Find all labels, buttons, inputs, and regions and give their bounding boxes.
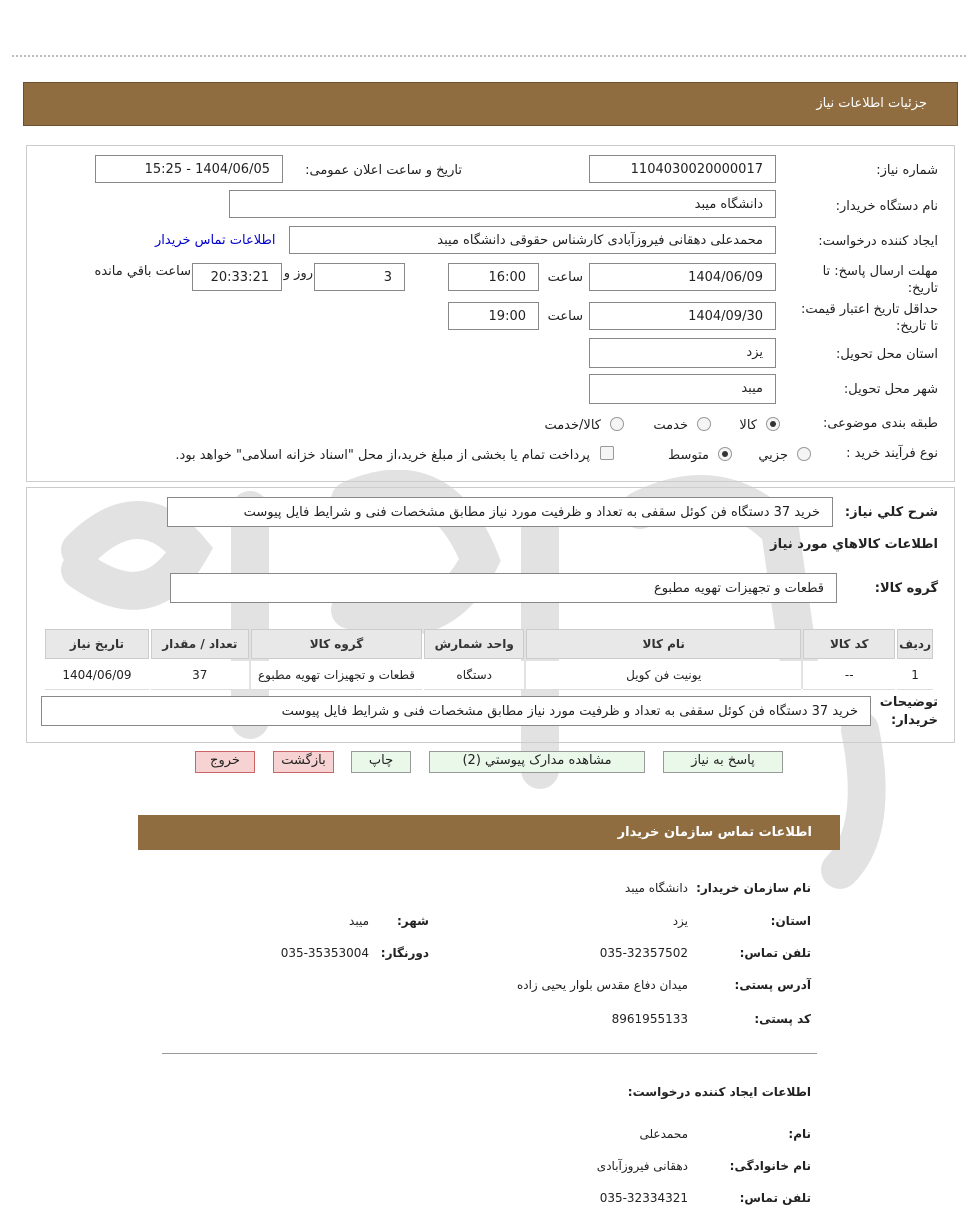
org-label: نام سازمان خریدار: [696, 881, 811, 895]
cell-code: -- [803, 661, 895, 690]
days-field: 3 [314, 263, 405, 291]
process-radio-medium[interactable] [718, 447, 732, 461]
treasury-checkbox[interactable] [600, 446, 614, 460]
cell-row: 1 [897, 661, 933, 690]
phone-label: تلفن تماس: [739, 946, 811, 960]
cell-unit: دستگاه [424, 661, 524, 690]
buyer-contact-link[interactable]: اطلاعات تماس خریدار [155, 233, 276, 248]
validity-label-line2: تا تاریخ: [896, 319, 938, 334]
view-documents-button[interactable]: مشاهده مدارک پیوستي (2) [429, 751, 645, 773]
exit-button[interactable]: خروج [195, 751, 255, 773]
days-label: روز و [283, 266, 313, 281]
name-label: نام: [788, 1127, 811, 1141]
fax-label: دورنگار: [380, 946, 429, 960]
deadline-time-field: 16:00 [448, 263, 539, 291]
org-value: دانشگاه میبد [624, 881, 688, 895]
summary-label: شرح کلي نياز: [844, 505, 938, 520]
process-label: نوع فرآیند خرید : [846, 446, 938, 461]
deadline-time-label: ساعت [547, 270, 583, 285]
col-row: رديف [897, 629, 933, 659]
goods-info-title: اطلاعات کالاهاي مورد نياز [770, 537, 938, 552]
treasury-note: پرداخت تمام یا بخشی از مبلغ خرید،از محل "اسناد خزانه اسلامی" خواهد بود. [175, 448, 590, 463]
reply-button[interactable]: پاسخ به نیاز [663, 751, 783, 773]
deadline-label-line1: مهلت ارسال پاسخ: تا [822, 264, 938, 279]
category-radio-service[interactable] [697, 417, 711, 431]
address-value: میدان دفاع مقدس بلوار یحیی زاده [516, 978, 688, 992]
contact-city-value: میبد [349, 914, 369, 928]
family-value: دهقانی فیروزآبادی [596, 1159, 688, 1173]
family-label: نام خانوادگی: [729, 1159, 811, 1173]
contact-title: اطلاعات تماس سازمان خریدار [617, 825, 812, 840]
col-group: گروه کالا [251, 629, 423, 659]
creator-phone-value: 035-32334321 [599, 1191, 688, 1205]
creator-phone-label: تلفن تماس: [739, 1191, 811, 1205]
process-option-medium: متوسط [668, 448, 709, 463]
cell-group: قطعات و تجهیزات تهویه مطبوع [251, 661, 423, 690]
remaining-time-field: 20:33:21 [192, 263, 282, 291]
category-radio-goods[interactable] [766, 417, 780, 431]
col-code: کد کالا [803, 629, 895, 659]
col-quantity: تعداد / مقدار [151, 629, 249, 659]
province-field: یزد [589, 338, 776, 368]
contact-province-value: یزد [672, 914, 688, 928]
validity-label-line1: حداقل تاریخ اعتبار قیمت: [800, 302, 938, 317]
buyer-notes-field: خرید 37 دستگاه فن کوئل سقفی به تعداد و ظرفیت مورد نیاز مطابق مشخصات فنی و شرایط فایل پیوست [41, 696, 871, 726]
category-radio-goods-service[interactable] [610, 417, 624, 431]
cell-name: یونیت فن کویل [526, 661, 801, 690]
creator-label: ایجاد کننده درخواست: [818, 234, 938, 249]
col-unit: واحد شمارش [424, 629, 524, 659]
back-button[interactable]: بازگشت [273, 751, 334, 773]
deadline-label-line2: تاریخ: [907, 281, 938, 296]
goods-table [43, 627, 935, 692]
buyer-org-field: دانشگاه میبد [229, 190, 776, 218]
address-label: آدرس پستی: [734, 978, 811, 992]
goods-group-field: قطعات و تجهیزات تهویه مطبوع [170, 573, 837, 603]
table-row [45, 661, 933, 690]
process-radio-minor[interactable] [797, 447, 811, 461]
col-date: تاریخ نیاز [45, 629, 149, 659]
province-label: استان محل تحویل: [836, 347, 938, 362]
buyer-notes-label-line2: خریدار: [891, 713, 938, 728]
print-button[interactable]: چاپ [351, 751, 411, 773]
phone-value: 035-32357502 [599, 946, 688, 960]
buyer-notes-label-line1: توضیحات [879, 695, 938, 710]
contact-province-label: استان: [770, 914, 811, 928]
buyer-notes-label [880, 694, 938, 730]
remaining-label: ساعت باقي مانده [94, 264, 191, 279]
city-label: شهر محل تحویل: [843, 382, 938, 397]
fax-value: 035-35353004 [280, 946, 369, 960]
creator-field: محمدعلی دهقانی فیروزآبادی کارشناس حقوقی دانشگاه میبد [289, 226, 776, 254]
need-number-label: شماره نیاز: [876, 163, 938, 178]
contact-city-label: شهر: [397, 914, 429, 928]
top-divider [12, 55, 966, 57]
summary-field: خرید 37 دستگاه فن کوئل سقفی به تعداد و ظرفیت مورد نیاز مطابق مشخصات فنی و شرایط فایل پیوست [167, 497, 833, 527]
deadline-date-field: 1404/06/09 [589, 263, 776, 291]
creator-info-title: اطلاعات ایجاد کننده درخواست: [627, 1085, 811, 1099]
validity-date-field: 1404/09/30 [589, 302, 776, 330]
validity-time-field: 19:00 [448, 302, 539, 330]
postal-label: کد پستی: [754, 1012, 811, 1026]
contact-header [138, 815, 840, 850]
category-option-service: خدمت [653, 418, 688, 433]
validity-time-label: ساعت [547, 309, 583, 324]
name-value: محمدعلی [639, 1127, 688, 1141]
page-header [23, 82, 958, 126]
postal-value: 8961955133 [611, 1012, 688, 1026]
category-label: طبقه بندی موضوعی: [822, 416, 938, 431]
buyer-org-label: نام دستگاه خریدار: [835, 199, 938, 214]
contact-divider [162, 1053, 817, 1054]
category-option-goods-service: کالا/خدمت [544, 418, 601, 433]
cell-quantity: 37 [151, 661, 249, 690]
validity-label [801, 301, 938, 335]
page-title: جزئیات اطلاعات نیاز [816, 96, 927, 111]
deadline-label [823, 263, 938, 297]
announce-field: 1404/06/05 - 15:25 [95, 155, 283, 183]
goods-group-label: گروه کالا: [874, 581, 938, 596]
announce-label: تاریخ و ساعت اعلان عمومی: [305, 163, 462, 178]
process-option-minor: جزيي [758, 448, 788, 463]
cell-date: 1404/06/09 [45, 661, 149, 690]
need-number-field: 1104030020000017 [589, 155, 776, 183]
table-header-row [45, 629, 933, 659]
city-field: میبد [589, 374, 776, 404]
category-option-goods: کالا [739, 418, 757, 433]
col-name: نام کالا [526, 629, 801, 659]
